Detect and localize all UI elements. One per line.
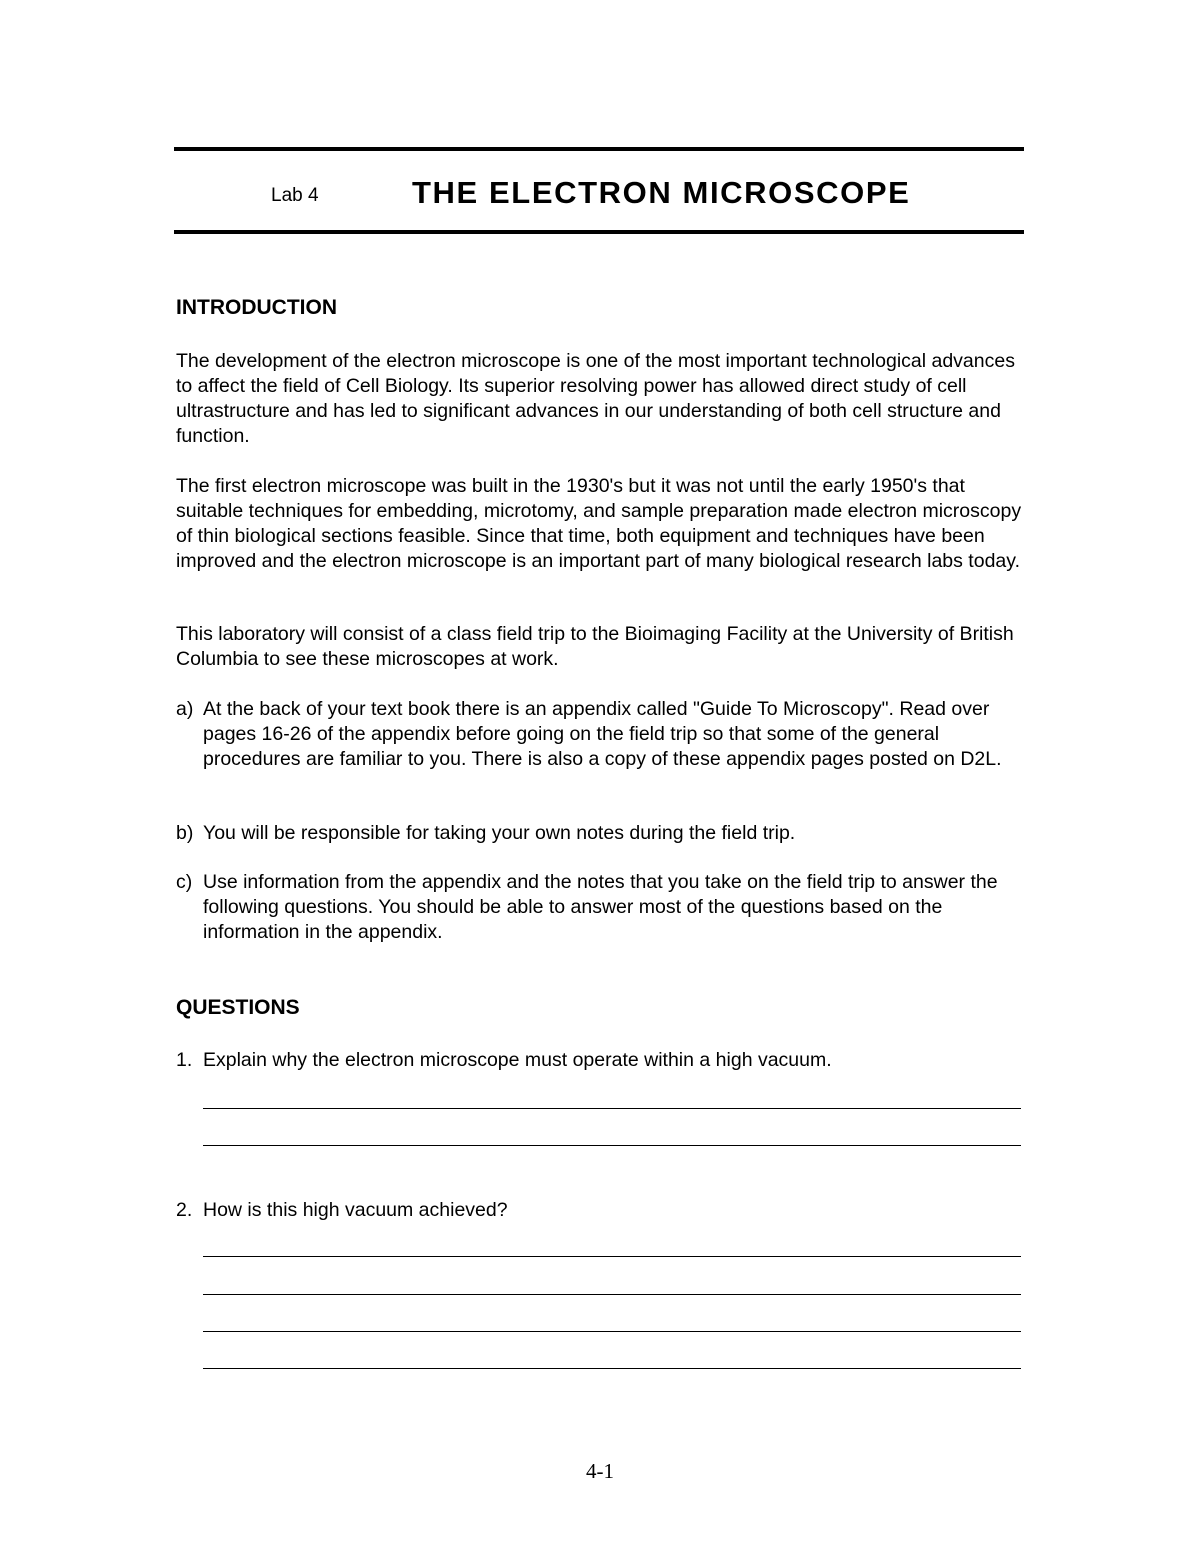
questions-heading: QUESTIONS [176, 996, 300, 1019]
list-item-text: You will be responsible for taking your own notes during the field trip. [203, 822, 796, 844]
list-item [176, 697, 1026, 772]
answer-line [203, 1368, 1021, 1369]
lab-number: Lab 4 [271, 185, 319, 206]
answer-line [203, 1145, 1021, 1146]
answer-line [203, 1108, 1021, 1109]
question-text: Explain why the electron microscope must operate within a high vacuum. [203, 1049, 832, 1071]
question-number: 2. [176, 1199, 193, 1221]
intro-paragraph: The first electron microscope was built in the 1930's but it was not until the early 1950's that suitable techniques for embedding, microtomy, and sample preparation made electron microscopy of thin biological sections feasible. Since that time, both equipment and techniques have been improved and the electron microscope is an important part of many biological research labs today. [176, 475, 1022, 572]
answer-line [203, 1294, 1021, 1295]
list-marker: c) [176, 871, 193, 893]
page-number: 4-1 [586, 1459, 614, 1483]
list-marker: a) [176, 698, 194, 720]
question-text: How is this high vacuum achieved? [203, 1199, 508, 1221]
page-title: THE ELECTRON MICROSCOPE [412, 175, 911, 210]
list-marker: b) [176, 822, 194, 844]
list-item-text: Use information from the appendix and the notes that you take on the field trip to answer the following questions. You should be able to answer most of the questions based on the information in the appendix. [203, 871, 998, 943]
question-number: 1. [176, 1049, 193, 1071]
question-item [176, 1048, 1026, 1073]
header-bottom-rule [174, 230, 1024, 234]
list-item [176, 821, 1026, 846]
header-top-rule [174, 147, 1024, 151]
answer-line [203, 1331, 1021, 1332]
intro-paragraph: The development of the electron microscope is one of the most important technological advances to affect the field of Cell Biology. Its superior resolving power has allowed direct study of cell ultrastructure and has led to significant advances in our understanding of both cell structure and function. [176, 350, 1015, 447]
answer-line [203, 1256, 1021, 1257]
list-item-text: At the back of your text book there is an appendix called "Guide To Microscopy". Read over pages 16-26 of the appendix before going on the field trip so that some of the general procedures are familiar to you. There is also a copy of these appendix pages posted on D2L. [203, 698, 1002, 770]
question-item [176, 1198, 1026, 1223]
introduction-heading: INTRODUCTION [176, 296, 337, 319]
list-item [176, 870, 1026, 945]
intro-paragraph: This laboratory will consist of a class field trip to the Bioimaging Facility at the University of British Columbia to see these microscopes at work. [176, 623, 1014, 670]
